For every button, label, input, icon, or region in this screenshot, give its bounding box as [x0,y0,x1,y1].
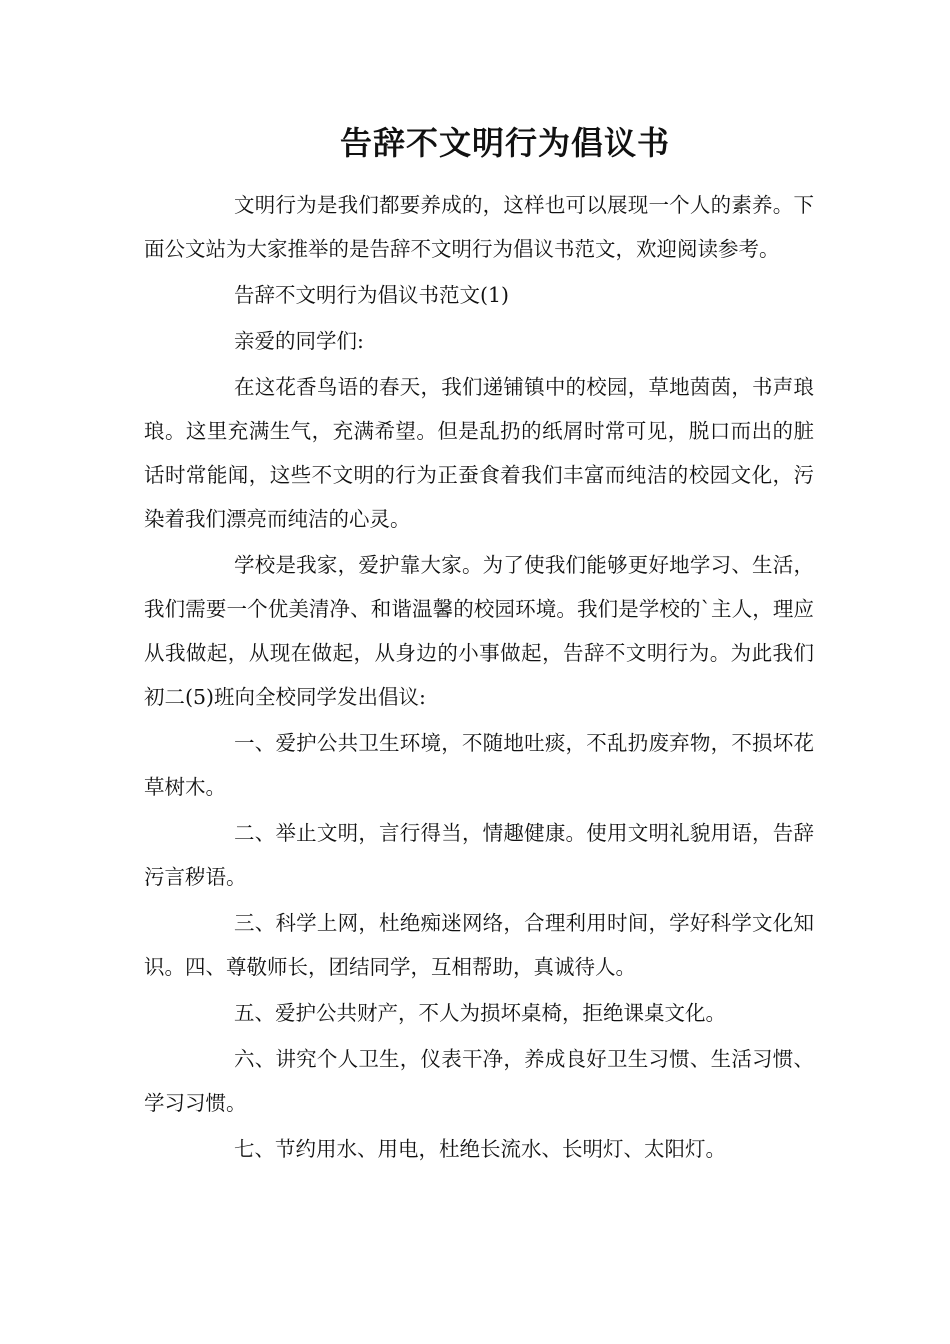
proposal-item-2: 二、举止文明，言行得当，情趣健康。使用文明礼貌用语，告辞污言秽语。 [144,821,814,889]
body-paragraph: 在这花香鸟语的春天，我们递铺镇中的校园，草地茵茵，书声琅琅。这里充满生气，充满希望。但是乱扔的纸屑时常可见，脱口而出的脏话时常能闻，这些不文明的行为正蚕食着我们丰富而纯洁的校园文化，污染着我们漂亮而纯洁的心灵。 [144,375,814,531]
sample-heading: 告辞不文明行为倡议书范文(1) [234,283,510,307]
intro-paragraph: 文明行为是我们都要养成的，这样也可以展现一个人的素养。下面公文站为大家推举的是告辞不文明行为倡议书范文，欢迎阅读参考。 [144,193,814,261]
body-paragraph: 学校是我家，爱护靠大家。为了使我们能够更好地学习、生活，我们需要一个优美清净、和谐温馨的校园环境。我们是学校的`主人，理应从我做起，从现在做起，从身边的小事做起，告辞不文明行为。为此我们初二(5)班向全校同学发出倡议: [144,553,814,709]
document-body [144,183,814,1171]
document-title: 告辞不文明行为倡议书 [339,124,670,162]
proposal-item-6: 六、讲究个人卫生，仪表干净，养成良好卫生习惯、生活习惯、学习习惯。 [144,1047,814,1115]
proposal-item-1: 一、爱护公共卫生环境，不随地吐痰，不乱扔废弃物，不损坏花草树木。 [144,731,814,799]
proposal-item-3-4: 三、科学上网，杜绝痴迷网络，合理利用时间，学好科学文化知识。四、尊敬师长，团结同学，互相帮助，真诚待人。 [144,911,814,979]
proposal-item-5: 五、爱护公共财产，不人为损坏桌椅，拒绝课桌文化。 [234,1001,726,1025]
salutation: 亲爱的同学们: [234,329,364,353]
proposal-item-7: 七、节约用水、用电，杜绝长流水、长明灯、太阳灯。 [234,1137,726,1161]
